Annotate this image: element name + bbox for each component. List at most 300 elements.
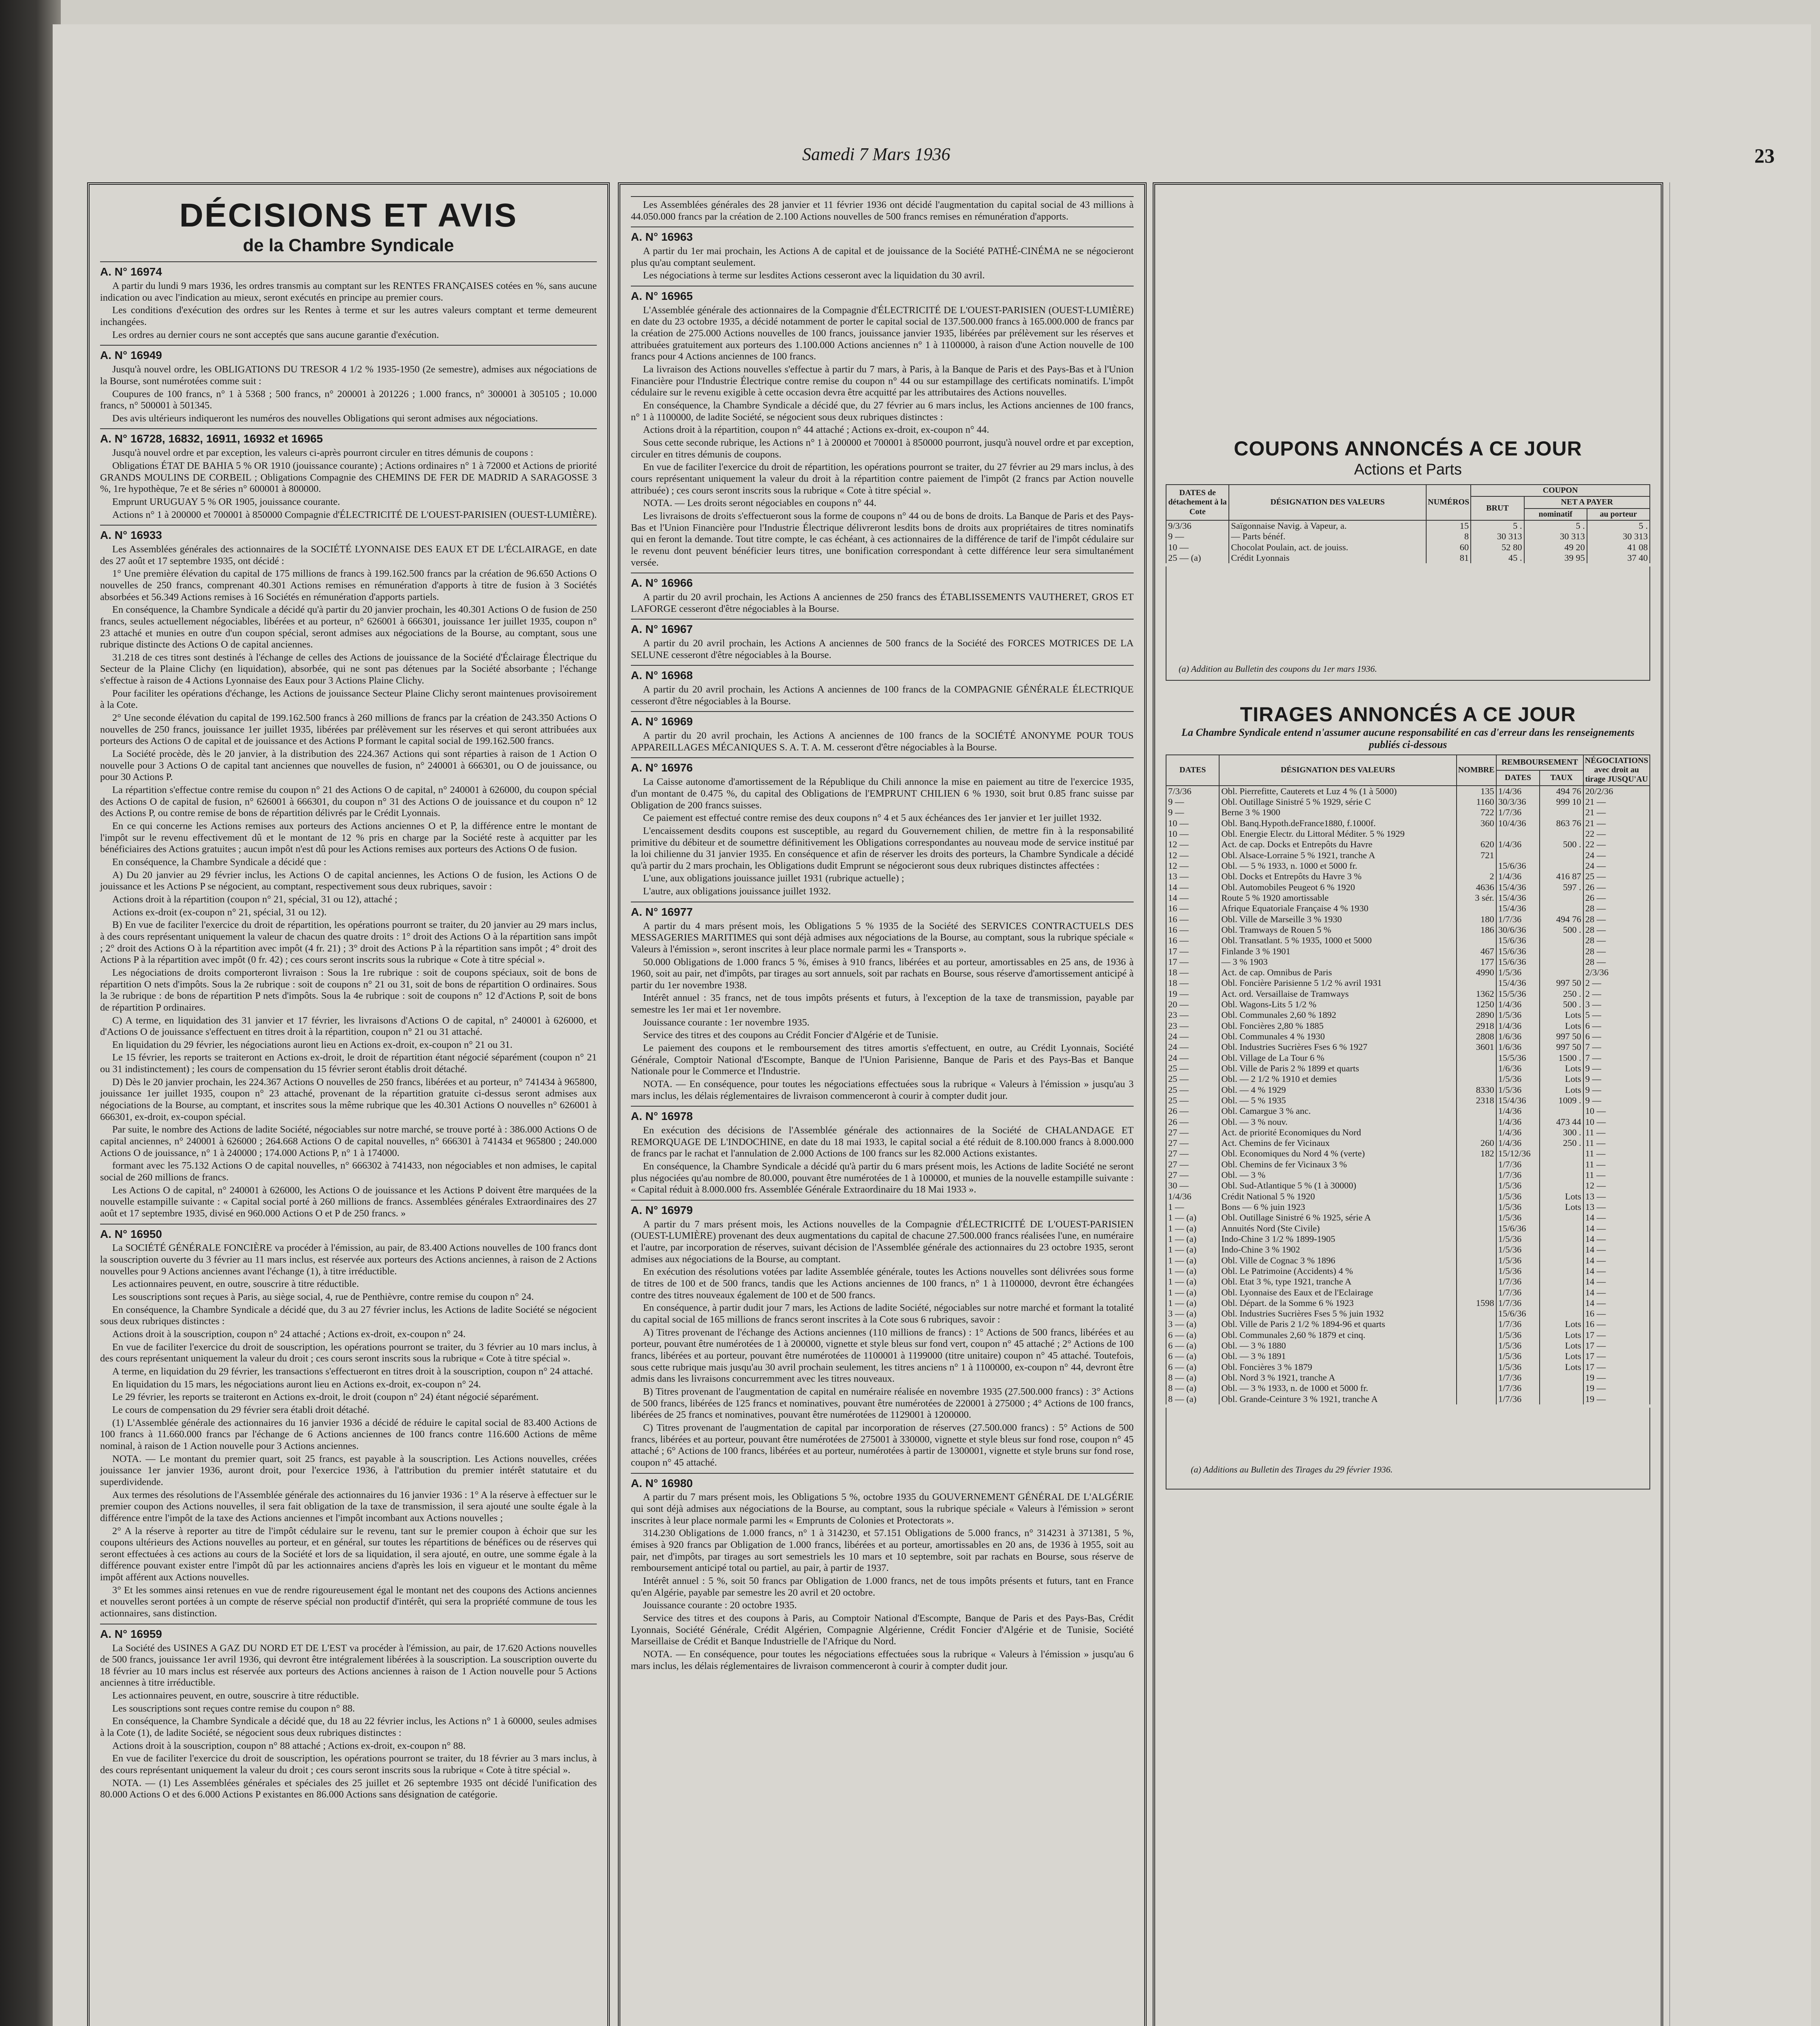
tirage-cell-v: Crédit National 5 % 1920 (1219, 1191, 1456, 1202)
tirage-cell-j: 24 — (1583, 861, 1650, 871)
tirage-cell-v: Obl. Village de La Tour 6 % (1219, 1053, 1456, 1063)
tirage-cell-t: 1009 . (1540, 1095, 1583, 1106)
tirage-cell-d: 26 — (1166, 1117, 1219, 1127)
notice-number: A. N° 16950 (100, 1227, 162, 1240)
tirage-cell-rd: 1/4/36 (1496, 786, 1540, 797)
page-header (81, 144, 1775, 168)
tirage-cell-v: Obl. Chemins de fer Vicinaux 3 % (1219, 1159, 1456, 1170)
tirage-cell-j: 5 — (1583, 1010, 1650, 1020)
notice-number: A. N° 16969 (631, 715, 693, 728)
tirage-cell-rd: 1/5/36 (1496, 1234, 1540, 1244)
tirage-cell-d: 25 — (1166, 1085, 1219, 1095)
tirage-cell-d: 27 — (1166, 1159, 1219, 1170)
tirage-cell-v: Act. Chemins de fer Vicinaux (1219, 1138, 1456, 1148)
tirage-cell-t (1540, 957, 1583, 967)
tirage-cell-rd: 1/4/36 (1496, 871, 1540, 882)
tirage-cell-t: 300 . (1540, 1127, 1583, 1138)
tirage-cell-t (1540, 1276, 1583, 1287)
tirage-cell-v: Obl. — 4 % 1929 (1219, 1085, 1456, 1095)
notice-paragraph: Le 15 février, les reports se traiteront en Actions ex-droit, le droit de répartition étant négocié séparément (coupon n° 21 ou 31 indistinctement) ; les cours de compensation du 15 février seront établis droit détaché. (100, 1052, 597, 1075)
tirage-cell-j: 11 — (1583, 1138, 1650, 1148)
tirage-row (1166, 1127, 1650, 1138)
tirage-cell-rd: 1/5/36 (1496, 1191, 1540, 1202)
tirage-row (1166, 903, 1650, 914)
tirage-row (1166, 946, 1650, 957)
tirage-cell-d: 9 — (1166, 807, 1219, 818)
tirage-cell-j: 11 — (1583, 1127, 1650, 1138)
notice-paragraph: En conséquence, la Chambre Syndicale a décidé que, du 27 février au 6 mars inclus, les Actions anciennes de 100 francs, n° 1 à 1100000, de ladite Société, se négocient sous deux rubriques distinctes : (631, 400, 1134, 423)
coupon-cell-date: 9/3/36 (1166, 520, 1229, 531)
tirage-cell-v: Obl. Wagons-Lits 5 1/2 % (1219, 999, 1456, 1010)
tirage-cell-t: 500 . (1540, 925, 1583, 935)
coupons-rows (1166, 520, 1650, 563)
tirage-cell-t: 494 76 (1540, 786, 1583, 797)
tirage-cell-v: Obl. Ville de Paris 2 % 1899 et quarts (1219, 1063, 1456, 1074)
coupon-row (1166, 553, 1650, 563)
tirage-cell-v: Obl. Energie Electr. du Littoral Méditer. 5 % 1929 (1219, 829, 1456, 839)
tirage-row (1166, 807, 1650, 818)
tirage-cell-v: Obl. Tramways de Rouen 5 % (1219, 925, 1456, 935)
notice-paragraph: L'encaissement desdits coupons est susceptible, au regard du Gouvernement chilien, de mettre fin à la responsabilité primitive du débiteur et de soumettre définitivement les Obligations correspondantes au nouveau mode de service institué par la loi chilienne du 31 janvier 1935. En conséquence et afin de réserver les droits des porteurs, la Chambre Syndicale a décidé qu'à partir du 2 mars prochain, les Obligations dudit Emprunt se négocieront sous deux rubriques distinctes affectées : (631, 825, 1134, 871)
notice-number: A. N° 16933 (100, 529, 162, 542)
tirage-row (1166, 1074, 1650, 1084)
notice-paragraph: B) Titres provenant de l'augmentation de capital en numéraire réalisée en novembre 1935 (27.500.000 francs) : 3° Actions de 500 francs, libérées de 125 francs et nominatives, pouvant être numérotées de 220001 à 275000 ; 4° Actions de 100 francs, libérées de 25 francs et nominatives, pouvant être numérotées de 1129001 à 1200000. (631, 1386, 1134, 1421)
tirage-row (1166, 1383, 1650, 1393)
tirage-cell-d: 1 — (a) (1166, 1276, 1219, 1287)
tirage-cell-d: 8 — (a) (1166, 1394, 1219, 1404)
tirage-cell-t: Lots (1540, 1330, 1583, 1340)
coupon-cell-porteur: 5 . (1587, 520, 1650, 531)
tirage-cell-j: 7 — (1583, 1042, 1650, 1052)
notice-number: A. N° 16980 (631, 1477, 693, 1490)
tirage-cell-d: 1 — (a) (1166, 1234, 1219, 1244)
tirage-cell-n (1457, 1394, 1496, 1404)
tirage-cell-d: 6 — (a) (1166, 1330, 1219, 1340)
tirage-cell-rd: 1/5/36 (1496, 1010, 1540, 1020)
tirage-cell-d: 24 — (1166, 1042, 1219, 1052)
tirage-cell-rd: 1/4/36 (1496, 1138, 1540, 1148)
tirage-cell-v: — 3 % 1903 (1219, 957, 1456, 967)
tirage-cell-d: 1 — (a) (1166, 1223, 1219, 1234)
tirage-cell-d: 1 — (a) (1166, 1244, 1219, 1255)
tirage-cell-rd: 1/4/36 (1496, 1117, 1540, 1127)
tirage-cell-d: 23 — (1166, 1010, 1219, 1020)
tirage-cell-v: Finlande 3 % 1901 (1219, 946, 1456, 957)
tirage-cell-t: 494 76 (1540, 914, 1583, 925)
tirage-cell-t: 863 76 (1540, 818, 1583, 829)
notice-number: A. N° 16949 (100, 349, 162, 362)
tirage-cell-j: 11 — (1583, 1170, 1650, 1180)
coupon-cell-designation: Saïgonnaise Navig. à Vapeur, a. (1229, 520, 1426, 531)
tirage-cell-rd: 1/7/36 (1496, 1383, 1540, 1393)
coupon-cell-nominatif: 5 . (1524, 520, 1587, 531)
tirage-cell-d: 25 — (1166, 1074, 1219, 1084)
notice-number: A. N° 16965 (631, 290, 693, 303)
tirage-cell-n: 4990 (1457, 967, 1496, 978)
tirage-cell-rd: 1/4/36 (1496, 999, 1540, 1010)
tirage-cell-t (1540, 946, 1583, 957)
tirage-cell-d: 30 — (1166, 1180, 1219, 1191)
tirage-cell-n: 467 (1457, 946, 1496, 957)
tirage-cell-n (1457, 1308, 1496, 1319)
tirage-cell-d: 25 — (1166, 1063, 1219, 1074)
tirage-cell-v: Obl. Automobiles Peugeot 6 % 1920 (1219, 882, 1456, 893)
tirage-cell-rd: 15/4/36 (1496, 893, 1540, 903)
tirage-cell-v: Obl. Transatlant. 5 % 1935, 1000 et 5000 (1219, 935, 1456, 946)
tirage-cell-d: 16 — (1166, 925, 1219, 935)
notice-paragraph: Jusqu'à nouvel ordre, les OBLIGATIONS DU TRESOR 4 1/2 % 1935-1950 (2e semestre), admises aux négociations de la Bourse, sont numérotées comme suit : (100, 364, 597, 387)
notice-paragraph: Aux termes des résolutions de l'Assemblée générale des actionnaires du 16 janvier 1936 : 1° A la réserve à effectuer sur le premier coupon des Actions nouvelles, il sera fait obligation de la taxe de transmission, il sera ajouté une soulte égale à la différence entre l'impôt de la taxe des Actions anciennes et l'impôt incombant aux Actions nouvelles ; (100, 1489, 597, 1524)
tirage-cell-j: 12 — (1583, 1180, 1650, 1191)
notice-paragraph: Actions droit à la répartition (coupon n° 21, spécial, 31 ou 12), attaché ; (112, 893, 397, 905)
tirage-cell-n (1457, 829, 1496, 839)
tirage-row (1166, 1266, 1650, 1276)
notice-paragraph: Les Assemblées générales des actionnaires de la SOCIÉTÉ LYONNAISE DES EAUX ET DE L'ÉCLAIRAGE, en date des 27 août et 17 septembre 1935, ont décidé : (100, 543, 597, 566)
col-header-porteur: au porteur (1587, 509, 1650, 520)
notice-paragraph: (1) L'Assemblée générale des actionnaires du 16 janvier 1936 a décidé de réduire le capital social de 83.400 Actions de 100 francs à 11.660.000 francs par l'échange de 6 Actions anciennes de 100 francs contre 116.600 Actions de même nominal, à raison de 1 Action nouvelle pour 3 Actions anciennes. (100, 1417, 597, 1451)
tirage-row (1166, 882, 1650, 893)
tirage-row (1166, 1298, 1650, 1308)
tirage-cell-rd: 1/7/36 (1496, 1170, 1540, 1180)
tirage-cell-j: 9 — (1583, 1095, 1650, 1106)
tirage-cell-rd: 1/5/36 (1496, 1255, 1540, 1266)
tirage-cell-rd: 1/6/36 (1496, 1031, 1540, 1042)
notice-paragraph: A partir du 20 avril prochain, les Actions A anciennes de 500 francs de la Société des FORCES MOTRICES DE LA SELUNE cesseront d'être négociables à la Bourse. (631, 638, 1134, 660)
tirage-cell-j: 2 — (1583, 989, 1650, 999)
tirage-cell-j: 26 — (1583, 893, 1650, 903)
tirage-cell-j: 14 — (1583, 1287, 1650, 1298)
coupons-table (1166, 484, 1650, 563)
tirage-cell-j: 6 — (1583, 1031, 1650, 1042)
column-decisions (87, 182, 610, 2026)
tirage-cell-n (1457, 1340, 1496, 1351)
notice-paragraph: En conséquence, la Chambre Syndicale a décidé qu'à partir du 6 mars présent mois, les Actions de ladite Société ne seront plus négociées qu'au nombre de 80.000, pouvant être numérotées de 1 à 100000, et munies de la nouvelle estampille suivante : « Capital réduit à 8.000.000 frs. Assemblée Générale Extraordinaire du 18 Mai 1933 ». (631, 1161, 1134, 1195)
col-header-remboursement: REMBOURSEMENT (1496, 755, 1583, 770)
tirage-cell-j: 14 — (1583, 1266, 1650, 1276)
blank-space (1166, 192, 1650, 435)
tirage-cell-t: Lots (1540, 1202, 1583, 1212)
tirage-cell-d: 13 — (1166, 871, 1219, 882)
tirage-cell-rd: 15/6/36 (1496, 946, 1540, 957)
tirage-cell-v: Indo-Chine 3 % 1902 (1219, 1244, 1456, 1255)
tirage-cell-t: Lots (1540, 1340, 1583, 1351)
tirage-cell-rd: 1/7/36 (1496, 1159, 1540, 1170)
tirage-cell-n (1457, 1180, 1496, 1191)
coupon-cell-porteur: 41 08 (1587, 542, 1650, 553)
tirage-cell-rd: 1/5/36 (1496, 1085, 1540, 1095)
tirage-cell-rd: 1/4/36 (1496, 1106, 1540, 1116)
tirage-cell-j: 11 — (1583, 1159, 1650, 1170)
tirage-row (1166, 893, 1650, 903)
tirage-cell-n (1457, 978, 1496, 988)
tirage-cell-d: 3 — (a) (1166, 1308, 1219, 1319)
tirage-cell-n (1457, 1383, 1496, 1393)
tirage-cell-d: 10 — (1166, 829, 1219, 839)
tirage-cell-v: Afrique Equatoriale Française 4 % 1930 (1219, 903, 1456, 914)
notice-paragraph: Service des titres et des coupons à Paris, au Comptoir National d'Escompte, Banque de Paris et des Pays-Bas, Crédit Lyonnais, Société Générale, Crédit Algérien, Compagnie Algérienne, Crédit Foncier d'Algérie et de Tunisie, Société Marseillaise de Crédit et Banque Industrielle de l'Afrique du Nord. (631, 1612, 1134, 1647)
tirages-note: La Chambre Syndicale entend n'assumer aucune responsabilité en cas d'erreur dans les renseignements publiés ci-dessous (1181, 726, 1635, 751)
notice-paragraph: Jusqu'à nouvel ordre et par exception, les valeurs ci-après pourront circuler en titres démunis de coupons : (112, 447, 534, 459)
notice-paragraph: A) Du 20 janvier au 29 février inclus, les Actions O de capital anciennes, les Actions O de fusion, les Actions O de jouissance et les Actions P se négocient, au comptant, respectivement sous deux rubriques, savoir : (100, 869, 597, 892)
notice-paragraph: Actions droit à la souscription, coupon n° 88 attaché ; Actions ex-droit, ex-coupon n° 88. (112, 1740, 466, 1751)
tirage-cell-rd: 1/5/36 (1496, 1244, 1540, 1255)
tirage-cell-v: Obl. Départ. de la Somme 6 % 1923 (1219, 1298, 1456, 1308)
notice-number: A. N° 16979 (631, 1204, 693, 1217)
notice-paragraph: Les Assemblées générales des 28 janvier et 11 février 1936 ont décidé l'augmentation du capital social de 43 millions à 44.050.000 francs par la création de 2.100 Actions nouvelles de 500 francs remises en rémunération d'apports. (631, 199, 1134, 222)
coupon-cell-numeros: 81 (1426, 553, 1471, 563)
tirages-table (1166, 754, 1650, 1404)
tirage-cell-v: Obl. Etat 3 %, type 1921, tranche A (1219, 1276, 1456, 1287)
notice-paragraph: Le cours de compensation du 29 février sera établi droit détaché. (112, 1404, 370, 1415)
tirage-row (1166, 1372, 1650, 1383)
tirage-cell-j: 28 — (1583, 946, 1650, 957)
notice-paragraph: A terme, en liquidation du 29 février, les transactions s'effectueront en titres droit à la souscription, coupon n° 24 attaché. (112, 1366, 593, 1377)
tirage-cell-j: 17 — (1583, 1351, 1650, 1361)
tirage-cell-n: 722 (1457, 807, 1496, 818)
tirage-row (1166, 1202, 1650, 1212)
notice-paragraph: Le 29 février, les reports se traiteront en Actions ex-droit, le droit (coupon n° 24) étant négocié séparément. (112, 1391, 539, 1403)
tirage-cell-n (1457, 1170, 1496, 1180)
tirage-cell-n: 2 (1457, 871, 1496, 882)
coupon-row (1166, 520, 1650, 531)
tirage-cell-j: 25 — (1583, 871, 1650, 882)
tirage-cell-t (1540, 935, 1583, 946)
tirage-cell-v: Act. de priorité Economiques du Nord (1219, 1127, 1456, 1138)
tirage-cell-n (1457, 1276, 1496, 1287)
tirage-cell-n (1457, 1053, 1496, 1063)
tirage-cell-t: 250 . (1540, 1138, 1583, 1148)
tirage-cell-n: 1598 (1457, 1298, 1496, 1308)
tirage-row (1166, 1042, 1650, 1052)
tirage-row (1166, 1234, 1650, 1244)
notice-paragraph: Actions ex-droit (ex-coupon n° 21, spécial, 31 ou 12). (112, 906, 327, 918)
col-header-designation: DÉSIGNATION DES VALEURS (1229, 485, 1426, 520)
tirage-cell-rd: 15/4/36 (1496, 903, 1540, 914)
tirage-cell-rd: 1/5/36 (1496, 1362, 1540, 1372)
tirage-cell-v: Obl. Outillage Sinistré 5 % 1929, série C (1219, 797, 1456, 807)
coupons-subtitle: Actions et Parts (1354, 461, 1462, 478)
tirage-cell-rd: 1/4/36 (1496, 839, 1540, 850)
tirage-cell-v: Obl. Nord 3 % 1921, tranche A (1219, 1372, 1456, 1383)
tirage-cell-d: 8 — (a) (1166, 1372, 1219, 1383)
adjacent-page-bleed (1669, 182, 1771, 2026)
tirage-cell-t: 500 . (1540, 839, 1583, 850)
tirage-cell-n (1457, 1351, 1496, 1361)
col-header-taux: TAUX (1540, 770, 1583, 786)
notice-paragraph: La SOCIÉTÉ GÉNÉRALE FONCIÈRE va procéder à l'émission, au pair, de 83.400 Actions nouvelles de 100 francs dont la souscription ouverte du 3 février au 11 mars inclus, est réservée aux porteurs des Actions anciennes, à raison de 2 Actions nouvelles pour 9 Actions anciennes avant l'échange (1), à titre irréductible. (100, 1242, 597, 1277)
tirage-cell-rd: 15/6/36 (1496, 861, 1540, 871)
tirage-cell-v: Obl. Banq.Hypoth.deFrance1880, f.1000f. (1219, 818, 1456, 829)
notice (100, 428, 597, 521)
tirage-cell-d: 6 — (a) (1166, 1340, 1219, 1351)
tirage-row (1166, 1394, 1650, 1404)
tirage-cell-j: 26 — (1583, 882, 1650, 893)
tirage-cell-d: 1 — (a) (1166, 1298, 1219, 1308)
tirage-row (1166, 1085, 1650, 1095)
notice-paragraph: Le paiement des coupons et le remboursement des titres amortis s'effectuent, en outre, au Crédit Lyonnais, Société Générale, Comptoir National d'Escompte, Banque de l'Union Parisienne, Banque de Paris et des Pays-Bas et Banque Nationale pour le Commerce et l'Industrie. (631, 1043, 1134, 1077)
tirage-cell-j: 16 — (1583, 1319, 1650, 1329)
tirage-cell-v: Obl. — 3 % 1891 (1219, 1351, 1456, 1361)
tirage-cell-d: 1/4/36 (1166, 1191, 1219, 1202)
tirage-cell-n (1457, 1244, 1496, 1255)
tirage-row (1166, 1138, 1650, 1148)
notices-list (631, 196, 1134, 1672)
tirage-row (1166, 999, 1650, 1010)
tirage-cell-j: 14 — (1583, 1223, 1650, 1234)
notice-paragraph: En liquidation du 15 mars, les négociations auront lieu en Actions ex-droit, ex-coupon n° 24. (112, 1378, 481, 1390)
notice-paragraph: NOTA. — Le montant du premier quart, soit 25 francs, est payable à la souscription. Les Actions nouvelles, créées jouissance 1er janvier 1936, auront droit, pour l'exercice 1936, à l'attribution du premier intérêt statutaire et du superdividende. (100, 1453, 597, 1487)
tirage-cell-t (1540, 1148, 1583, 1159)
notice-paragraph: NOTA. — (1) Les Assemblées générales et spéciales des 25 juillet et 26 septembre 1935 ont décidé l'unification des 80.000 Actions O et des 6.000 Actions P existantes en 86.000 Actions sans désignation de catégorie. (100, 1777, 597, 1800)
notice-paragraph: A partir du 1er mai prochain, les Actions A de capital et de jouissance de la Société PATHÉ-CINÉMA ne se négocieront plus qu'au comptant seulement. (631, 246, 1134, 268)
notice-paragraph: En conséquence, la Chambre Syndicale a décidé que : (112, 856, 327, 868)
tirage-cell-t (1540, 807, 1583, 818)
tirage-cell-rd: 15/5/36 (1496, 1053, 1540, 1063)
tirage-row (1166, 1212, 1650, 1223)
tirage-cell-t (1540, 1212, 1583, 1223)
notice-paragraph: Service des titres et des coupons au Crédit Foncier d'Algérie et de Tunisie. (643, 1030, 939, 1041)
tirage-cell-t (1540, 1255, 1583, 1266)
notice-paragraph: Jouissance courante : 20 octobre 1935. (643, 1600, 797, 1611)
notices-list (100, 261, 597, 1801)
tirage-cell-rd: 15/6/36 (1496, 957, 1540, 967)
notice-paragraph: 31.218 de ces titres sont destinés à l'échange de celles des Actions de jouissance de la Société d'Éclairage Électrique du Secteur de la Plaine Clichy (en liquidation), absorbée, qui ne sont pas détenues par la Société absorbante ; l'échange s'effectue à raison de 4 Actions Lyonnaise des Eaux pour 3 Actions Plaine Clichy. (100, 652, 597, 686)
tirage-cell-d: 7/3/36 (1166, 786, 1219, 797)
coupon-row (1166, 542, 1650, 553)
notice-paragraph: Par suite, le nombre des Actions de ladite Société, négociables sur notre marché, se trouve porté à : 386.000 Actions O de capital anciennes, n° 240001 à 626000 ; 264.668 Actions O de capital nouvelles, n° 666301 à 741434 et 965800 ; 240.000 Actions O de jouissance, n° 1 à 240000 ; 174.000 Actions P, n° 1 à 174000. (100, 1124, 597, 1158)
tirage-row (1166, 1180, 1650, 1191)
coupon-row (1166, 531, 1650, 542)
notice-paragraph: En conséquence, la Chambre Syndicale a décidé qu'à partir du 20 janvier prochain, les 40.301 Actions O de fusion de 250 francs, seules actuellement négociables, libérées et au porteur, n° 626001 à 666301, jouissance 1er juillet 1935, coupon n° 23 attaché et munies en outre d'un coupon spécial, seront admises aux négociations de la Bourse, au comptant, sous une rubrique distincte des Actions O de capital anciennes. (100, 604, 597, 650)
notice (631, 196, 1134, 222)
tirage-cell-n (1457, 1212, 1496, 1223)
notice-paragraph: 3° Et les sommes ainsi retenues en vue de rendre rigoureusement égal le montant net des coupons des Actions anciennes et nouvelles seront portées à un compte de réserve spécial non productif d'intérêt, qui sera la propriété commune de tous les actionnaires, sans distinction. (100, 1584, 597, 1619)
tirage-row (1166, 786, 1650, 797)
notice-number: A. N° 16976 (631, 761, 693, 774)
tirage-cell-t (1540, 1234, 1583, 1244)
tirage-row (1166, 1319, 1650, 1329)
notice-paragraph: A partir du lundi 9 mars 1936, les ordres transmis au comptant sur les RENTES FRANÇAISES cotées en %, sans aucune indication ou avec l'indication au mieux, seront exécutés en principe au premier cours. (100, 280, 597, 303)
notice-paragraph: Emprunt URUGUAY 5 % OR 1905, jouissance courante. (112, 496, 340, 507)
notice (631, 286, 1134, 568)
section-subtitle: de la Chambre Syndicale (243, 235, 454, 255)
tirage-cell-v: Annuités Nord (Ste Civile) (1219, 1223, 1456, 1234)
notice (631, 711, 1134, 753)
tirage-row (1166, 1330, 1650, 1340)
tirage-cell-d: 9 — (1166, 797, 1219, 807)
notice-paragraph: Les actionnaires peuvent, en outre, souscrire à titre réductible. (112, 1690, 359, 1701)
notice-paragraph: NOTA. — En conséquence, pour toutes les négociations effectuées sous la rubrique « Valeurs à l'émission » jusqu'au 6 mars inclus, les délais réglementaires de livraison commenceront à courir à compter dudit jour. (631, 1648, 1134, 1671)
notice-paragraph: L'une, aux obligations jouissance juillet 1931 (rubrique actuelle) ; (643, 873, 904, 884)
tirage-cell-j: 7 — (1583, 1053, 1650, 1063)
notice (631, 757, 1134, 897)
col-header-numeros: NUMÉROS (1426, 485, 1471, 520)
tirage-cell-j: 22 — (1583, 829, 1650, 839)
col-header-rdates: DATES (1496, 770, 1540, 786)
coupon-cell-brut: 30 313 (1471, 531, 1524, 542)
notice-paragraph: Des avis ultérieurs indiqueront les numéros des nouvelles Obligations qui seront admises aux négociations. (112, 412, 538, 424)
coupon-cell-designation: Crédit Lyonnais (1229, 553, 1426, 563)
notice-paragraph: A partir du 20 avril prochain, les Actions A anciennes de 100 francs de la COMPAGNIE GÉNÉRALE ÉLECTRIQUE cesseront d'être négociables à la Bourse. (631, 684, 1134, 707)
notice-paragraph: La Société des USINES A GAZ DU NORD ET DE L'EST va procéder à l'émission, au pair, de 17.620 Actions nouvelles de 500 francs, jouissance 1er avril 1936, qui devront être intégralement libérées à la souscription. La souscription ouverte du 18 février au 10 mars inclus est réservée aux porteurs des Actions anciennes à raison de 1 Action nouvelle pour 5 Actions anciennes à titre irréductible. (100, 1642, 597, 1688)
tirage-cell-n: 260 (1457, 1138, 1496, 1148)
tirage-cell-d: 27 — (1166, 1127, 1219, 1138)
tirage-cell-v: Obl. Ville de Marseille 3 % 1930 (1219, 914, 1456, 925)
tirage-cell-v: Obl. — 3 % 1933, n. de 1000 et 5000 fr. (1219, 1383, 1456, 1393)
tirage-cell-t: 473 44 (1540, 1117, 1583, 1127)
column-coupons-tirages (1153, 182, 1663, 2026)
tirage-cell-v: Obl. — 3 % nouv. (1219, 1117, 1456, 1127)
notice (100, 1624, 597, 1801)
notice-paragraph: formant avec les 75.132 Actions O de capital nouvelles, n° 666302 à 741433, non négociables et non admises, le capital social de 260 millions de francs. (100, 1160, 597, 1183)
tirage-row (1166, 850, 1650, 861)
tirage-cell-d: 19 — (1166, 989, 1219, 999)
notice-paragraph: NOTA. — En conséquence, pour toutes les négociations effectuées sous la rubrique « Valeurs à l'émission » jusqu'au 3 mars inclus, les délais réglementaires de livraison commenceront à courir à compter dudit jour. (631, 1079, 1134, 1101)
tirage-cell-d: 12 — (1166, 850, 1219, 861)
coupon-cell-numeros: 60 (1426, 542, 1471, 553)
notice-paragraph: La Société procède, dès le 20 janvier, à la distribution des 224.367 Actions qui sont réparties à raison de 1 Action O nouvelle pour 3 Actions O de capital tant anciennes que nouvelles de fusion, n° 240001 à 666301, ou O de jouissance, ou pour 30 Actions P. (100, 748, 597, 783)
col-header-nombre: NOMBRE (1457, 755, 1496, 786)
tirage-cell-v: Obl. Communales 2,60 % 1892 (1219, 1010, 1456, 1020)
tirage-cell-n: 620 (1457, 839, 1496, 850)
tirage-row (1166, 1244, 1650, 1255)
tirage-cell-v: Obl. Foncières 2,80 % 1885 (1219, 1021, 1456, 1031)
notice (631, 1200, 1134, 1469)
tirage-cell-d: 6 — (a) (1166, 1351, 1219, 1361)
tirage-row (1166, 1308, 1650, 1319)
tirage-cell-v: Obl. Ville de Cognac 3 % 1896 (1219, 1255, 1456, 1266)
tirage-cell-j: 2 — (1583, 978, 1650, 988)
coupon-cell-numeros: 15 (1426, 520, 1471, 531)
tirage-cell-t (1540, 861, 1583, 871)
tirage-cell-j: 9 — (1583, 1085, 1650, 1095)
tirage-cell-j: 9 — (1583, 1074, 1650, 1084)
coupon-cell-numeros: 8 (1426, 531, 1471, 542)
tirage-cell-v: Obl. Foncière Parisienne 5 1/2 % avril 1931 (1219, 978, 1456, 988)
tirage-cell-v: Obl. Communales 2,60 % 1879 et cinq. (1219, 1330, 1456, 1340)
tirage-row (1166, 1287, 1650, 1298)
tirage-row (1166, 861, 1650, 871)
tirage-row (1166, 829, 1650, 839)
tirage-cell-t: 500 . (1540, 999, 1583, 1010)
tirage-cell-n: 4636 (1457, 882, 1496, 893)
tirage-row (1166, 978, 1650, 988)
notice-number: A. N° 16967 (631, 623, 693, 636)
tirage-cell-d: 1 — (1166, 1202, 1219, 1212)
tirage-row (1166, 1117, 1650, 1127)
notice-number: A. N° 16968 (631, 669, 693, 682)
tirage-cell-rd: 1/4/36 (1496, 1021, 1540, 1031)
notice-paragraph: 1° Une première élévation du capital de 175 millions de francs à 199.162.500 francs par la création de 96.650 Actions O nouvelles de 250 francs, comprenant 40.301 Actions remises en rémunération d'apports à titre de fusion à 3 Sociétés absorbées et 56.349 Actions remises à 16 Sociétés en rémunération d'apports partiels. (100, 568, 597, 603)
notice-paragraph: En exécution des décisions de l'Assemblée générale des actionnaires de la Société de CHALANDAGE ET REMORQUAGE DE L'INDOCHINE, en date du 18 mai 1933, le capital social a été réduit de 8.100.000 francs à 8.000.000 de francs par le rachat et l'annulation de 2.000 Actions de 100 francs sur les 82.000 Actions existantes. (631, 1125, 1134, 1159)
tirage-cell-d: 17 — (1166, 946, 1219, 957)
tirage-row (1166, 967, 1650, 978)
tirage-cell-d: 17 — (1166, 957, 1219, 967)
tirage-cell-rd: 1/5/36 (1496, 1266, 1540, 1276)
tirage-cell-rd: 1/5/36 (1496, 1202, 1540, 1212)
tirage-cell-rd (1496, 850, 1540, 861)
tirage-cell-v: Indo-Chine 3 1/2 % 1899-1905 (1219, 1234, 1456, 1244)
tirage-cell-n: 2918 (1457, 1021, 1496, 1031)
tirage-cell-t: Lots (1540, 1191, 1583, 1202)
tirage-cell-v: Obl. Industries Sucrières Fses 5 % juin 1932 (1219, 1308, 1456, 1319)
tirage-cell-n: 360 (1457, 818, 1496, 829)
tirage-cell-d: 14 — (1166, 882, 1219, 893)
tirage-cell-n: 1362 (1457, 989, 1496, 999)
notice-paragraph: Les Actions O de capital, n° 240001 à 626000, les Actions O de jouissance et les Actions P doivent être marquées de la nouvelle estampille suivante : « Capital social porté à 260 millions de francs. Assemblées générales Extraordinaires des 27 août et 17 septembre 1935, divisé en 960.000 Actions O et P de 250 francs. » (100, 1184, 597, 1219)
notice (631, 1106, 1134, 1196)
tirage-cell-v: Obl. Lyonnaise des Eaux et de l'Eclairage (1219, 1287, 1456, 1298)
